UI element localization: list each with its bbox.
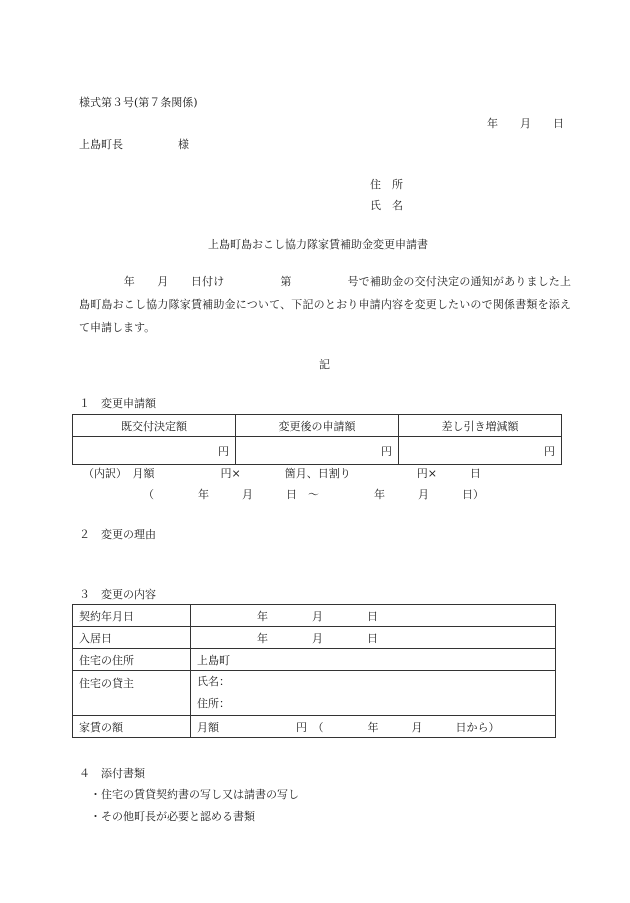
breakdown-line-2: （ 年 月 日 ～ 年 月 日）	[143, 488, 484, 501]
ki-heading: 記	[319, 358, 330, 371]
rent-value[interactable]: 月額 円 （ 年 月 日から）	[191, 716, 556, 738]
header-revised-amount: 変更後の申請額	[236, 415, 399, 437]
row-house-address	[73, 649, 556, 671]
change-details-table	[72, 604, 556, 738]
row-move-in-date	[73, 627, 556, 649]
date-line: 年 月 日	[487, 117, 564, 130]
section4-heading: ４ 添付書類	[79, 767, 145, 780]
addressee: 上島町長 様	[79, 138, 189, 151]
amount-table-header-row	[73, 415, 562, 437]
difference-cell[interactable]: 円	[399, 437, 562, 465]
row-rent	[73, 716, 556, 738]
move-in-date-value[interactable]: 年 月 日	[191, 627, 556, 649]
contract-date-value[interactable]: 年 月 日	[191, 605, 556, 627]
body-text: 年 月 日付け 第 号で補助金の交付決定の通知がありました上島町島おこし協力隊家賃補助金について、下記のとおり申請内容を変更したいので関係書類を添えて申請します。	[79, 275, 571, 334]
header-approved-amount: 既交付決定額	[73, 415, 236, 437]
applicant-name-label: 氏 名	[370, 199, 403, 212]
landlord-address-label[interactable]: 住所：	[197, 697, 230, 710]
contract-date-label: 契約年月日	[73, 605, 191, 627]
approved-amount-cell[interactable]: 円	[73, 437, 236, 465]
amount-table-value-row	[73, 437, 562, 465]
revised-amount-cell[interactable]: 円	[236, 437, 399, 465]
amount-table	[72, 414, 562, 465]
landlord-name-label[interactable]: 氏名：	[197, 675, 230, 688]
landlord-value	[191, 671, 556, 716]
section3-heading: ３ 変更の内容	[79, 588, 156, 601]
rent-label: 家賃の額	[73, 716, 191, 738]
attachment-item-1: ・住宅の賃貸契約書の写し又は請書の写し	[90, 788, 299, 801]
move-in-date-label: 入居日	[73, 627, 191, 649]
attachment-item-2: ・その他町長が必要と認める書類	[90, 810, 255, 823]
section1-heading: １ 変更申請額	[79, 397, 156, 410]
applicant-address-label: 住 所	[370, 178, 403, 191]
landlord-label: 住宅の貸主	[73, 671, 191, 716]
house-address-label: 住宅の住所	[73, 649, 191, 671]
row-landlord	[73, 671, 556, 716]
row-contract-date	[73, 605, 556, 627]
house-address-value[interactable]: 上島町	[191, 649, 556, 671]
breakdown-line-1: （内訳） 月額 円× 箇月、日割り 円× 日	[83, 467, 481, 480]
header-difference: 差し引き増減額	[399, 415, 562, 437]
section2-heading: ２ 変更の理由	[79, 528, 156, 541]
document-title: 上島町島おこし協力隊家賃補助金変更申請書	[208, 238, 428, 251]
form-number: 様式第３号(第７条関係)	[79, 96, 198, 109]
